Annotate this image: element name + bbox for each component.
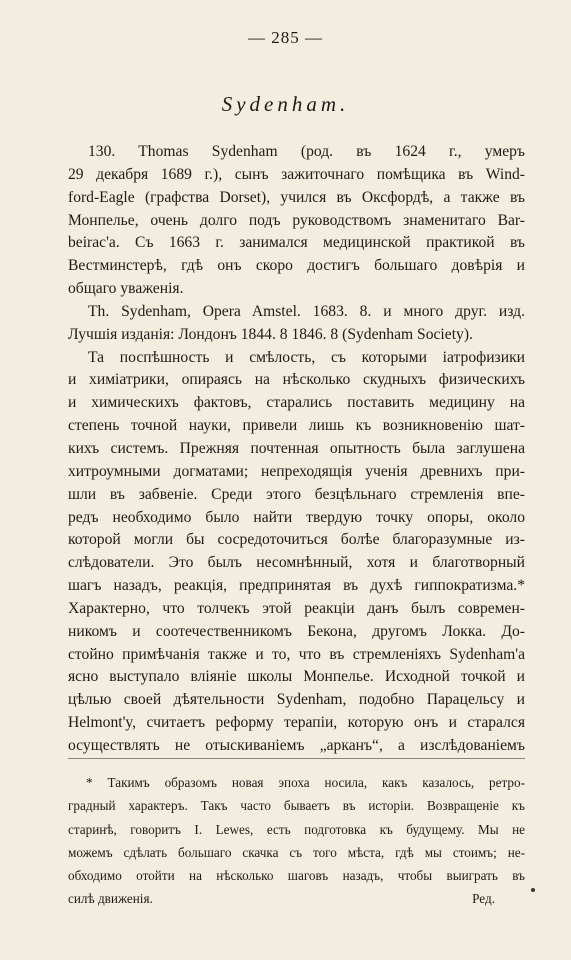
text-line: шли въ забвеніе. Среди этого безцѣльнаго стремленія впе- <box>68 485 525 503</box>
text-line: никомъ и соотечественникомъ Бекона, другомъ Локка. До- <box>68 622 525 640</box>
text-line: слѣдователи. Это былъ несомнѣнный, хотя и благотворный <box>68 554 525 572</box>
text-line: ясно выступало вліяніе школы Монпелье. Исходной точкой и <box>68 668 525 686</box>
text-line: Та поспѣшность и смѣлость, съ которыми іатрофизики <box>88 348 525 366</box>
footnote-line: градный характеръ. Такъ часто бываетъ въ исторіи. Возвращеніе къ <box>68 798 525 814</box>
main-text <box>68 141 525 758</box>
editor-mark: Ред. <box>472 891 495 907</box>
footnote-line: силѣ движенія. <box>68 891 153 907</box>
text-line: цѣлью своей дѣятельности Sydenham, подобно Парацельсу и <box>68 691 525 709</box>
section-heading: Sydenham. <box>221 92 350 116</box>
text-line: которой могли бы сосредоточиться болѣе благоразумные из- <box>68 531 525 549</box>
text-line: степень точной науки, привели лишь къ возникновенію шат- <box>68 417 525 435</box>
text-line: Монпелье, очень долго подъ руководствомъ знаменитаго Bar- <box>68 211 525 229</box>
footnote-line: можемъ сдѣлать большаго скачка съ того мѣста, гдѣ мы стоимъ; не- <box>68 844 525 860</box>
text-line: шагъ назадъ, реакція, предпринятая въ духѣ гиппократизма.* <box>68 577 525 595</box>
ink-dot <box>531 888 535 892</box>
footnote-line: обходимо отойти на нѣсколько шаговъ назадъ, чтобы выиграть въ <box>68 868 525 884</box>
text-line: и химическихъ фактовъ, старались поставить медицину на <box>68 394 525 412</box>
text-line: общаго уваженія. <box>68 280 184 298</box>
text-line: осуществлять не отыскиваніемъ „арканъ“, а изслѣдованіемъ <box>68 736 525 754</box>
footnote-line: * Такимъ образомъ новая эпоха носила, какъ казалось, ретро- <box>86 775 525 790</box>
footnote-divider <box>68 758 525 759</box>
footnote-line: старинѣ, говоритъ I. Lewes, есть подготовка къ будущему. Мы не <box>68 821 525 837</box>
text-line: стойно примѣчанія также и то, что въ стремленіяхъ Sydenham'a <box>68 645 525 663</box>
text-line: beirac'a. Съ 1663 г. занимался медицинской практикой въ <box>68 234 525 252</box>
text-line: и химіатрики, опираясь на нѣсколько скудныхъ физическихъ <box>68 371 525 389</box>
text-line: 130. Thomas Sydenham (род. въ 1624 г., умеръ <box>88 143 525 160</box>
bibliography-line: Лучшія изданія: Лондонъ 1844. 8 1846. 8 (Sydenham Society). <box>68 325 473 343</box>
page-number: — 285 — <box>248 28 323 47</box>
text-line: 29 декабря 1689 г.), сынъ зажиточнаго помѣщика въ Wind- <box>68 165 525 183</box>
text-line: кихъ системъ. Прежняя почтенная опытность была заглушена <box>68 439 525 457</box>
footnote <box>68 771 525 911</box>
text-line: ford-Eagle (графства Dorset), учился въ Оксфордѣ, а также въ <box>68 188 525 206</box>
text-line: Характерно, что толчекъ этой реакціи данъ былъ современ- <box>68 599 525 617</box>
bibliography-line: Th. Sydenham, Opera Amstel. 1683. 8. и много друг. изд. <box>88 302 525 320</box>
footnote-last-line <box>68 887 525 910</box>
text-line: хитроумными догматами; непреходящія ученія древнихъ при- <box>68 462 525 480</box>
text-line: редъ необходимо было найти твердую точку опоры, около <box>68 508 525 526</box>
text-line: Вестминстерѣ, гдѣ онъ скоро достигъ большаго довѣрія и <box>68 257 525 275</box>
text-line: Helmont'y, считаетъ реформу терапіи, которую онъ и старался <box>68 714 525 732</box>
